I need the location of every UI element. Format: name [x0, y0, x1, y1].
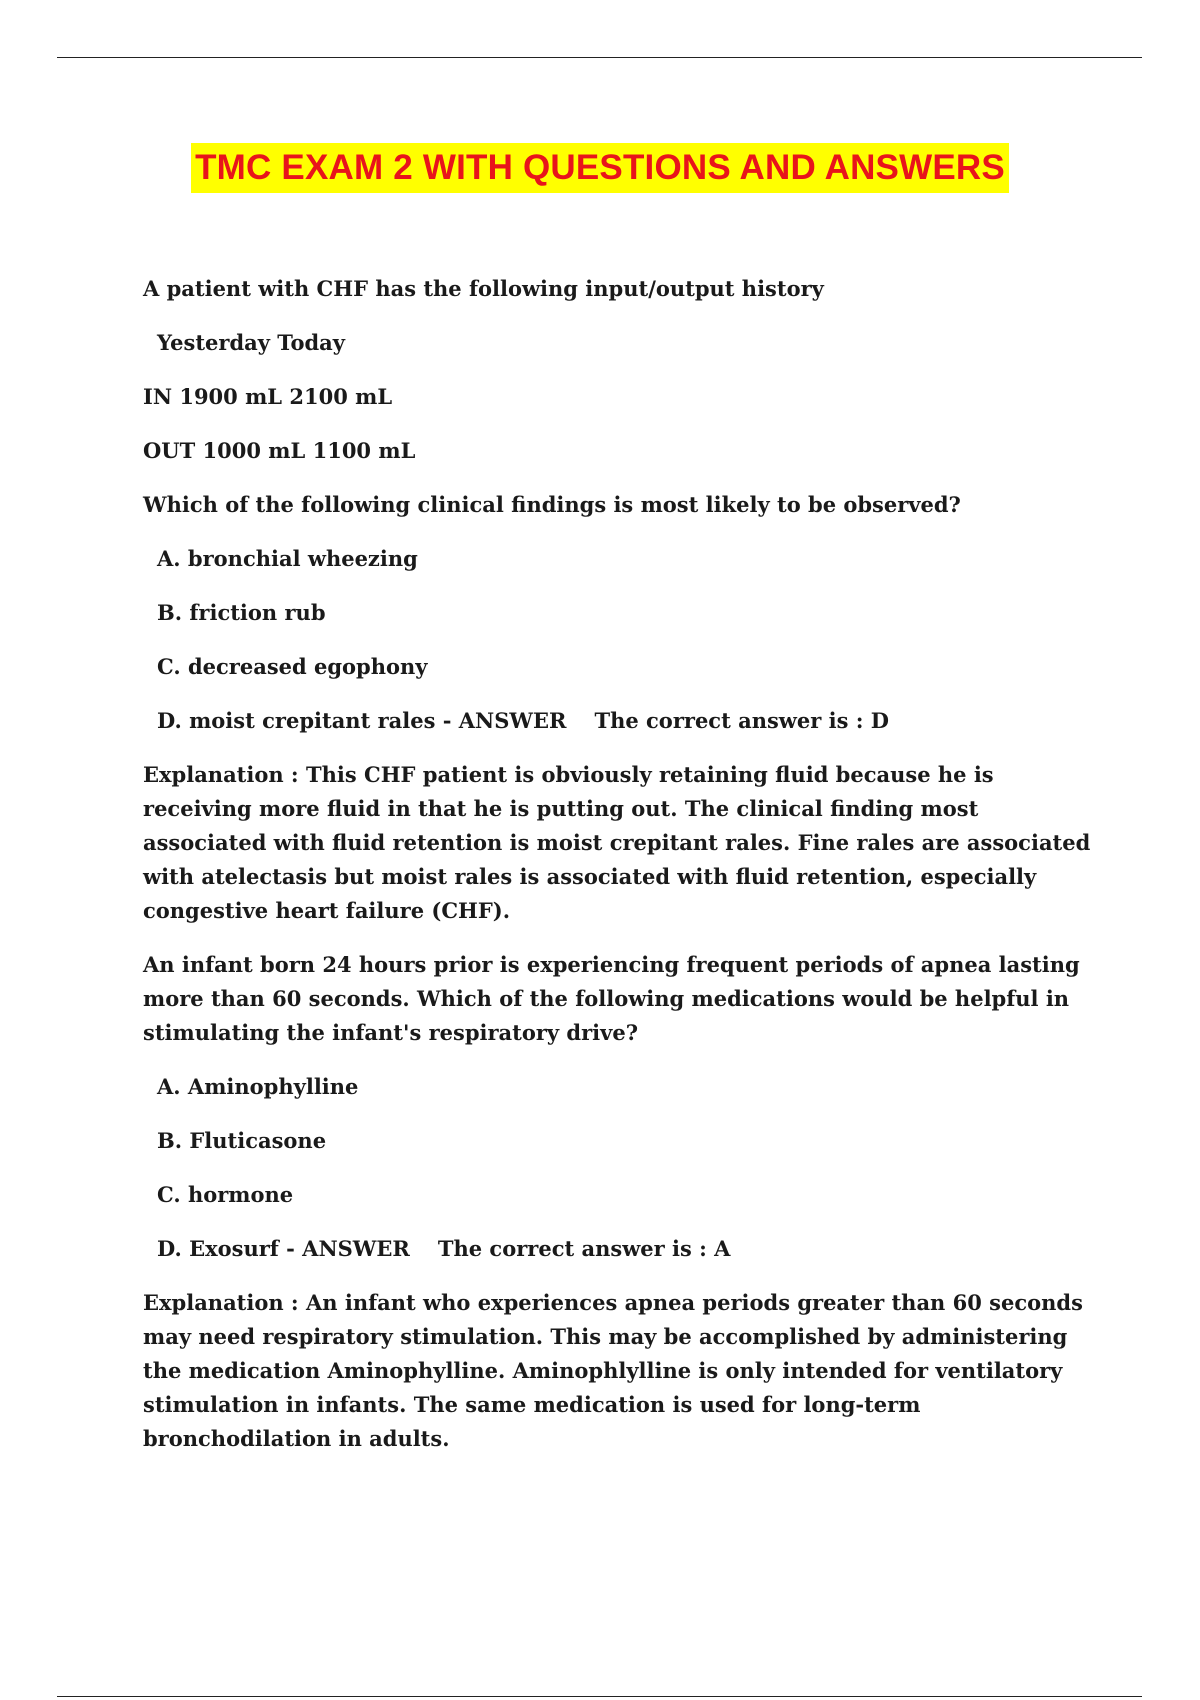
q2-question: An infant born 24 hours prior is experiencing frequent periods of apnea lasting more than 60 seconds. Which of the following medications would be helpful in stimulating the infant's respiratory drive? — [143, 952, 1080, 1045]
q1-correct-answer: The correct answer is : D — [594, 708, 889, 733]
document-title: TMC EXAM 2 WITH QUESTIONS AND ANSWERS — [191, 143, 1009, 193]
q1-table-header: Yesterday Today — [157, 330, 345, 355]
q1-option-a: A. bronchial wheezing — [157, 546, 418, 571]
title-container — [0, 143, 1200, 193]
q2-option-b: B. Fluticasone — [157, 1128, 327, 1153]
q1-question: Which of the following clinical findings is most likely to be observed? — [143, 492, 961, 517]
q1-stem: A patient with CHF has the following input/output history — [143, 276, 824, 301]
q2-correct-answer: The correct answer is : A — [437, 1236, 731, 1261]
q1-row-out: OUT 1000 mL 1100 mL — [143, 438, 416, 463]
q1-option-d-line — [143, 704, 1093, 738]
q2-explanation: Explanation : An infant who experiences apnea periods greater than 60 seconds may need respiratory stimulation. This may be accomplished by administering the medication Aminophylline. Aminophlylline is only intended for ventilatory stimulation in infants. The same medication is used for long-term bronchodilation in adults. — [143, 1290, 1083, 1451]
q1-option-b: B. friction rub — [157, 600, 326, 625]
bottom-rule — [57, 1696, 1142, 1697]
q1-explanation: Explanation : This CHF patient is obviously retaining fluid because he is receiving more fluid in that he is putting out. The clinical finding most associated with fluid retention is moist crepitant rales. Fine rales are associated with atelectasis but moist rales is associated with fluid retention, especially congestive heart failure (CHF). — [143, 762, 1091, 923]
q2-option-a: A. Aminophylline — [157, 1074, 359, 1099]
document-body — [143, 272, 1093, 1476]
q1-option-d: D. moist crepitant rales - ANSWER — [157, 708, 567, 733]
top-rule — [57, 57, 1142, 58]
q1-row-in: IN 1900 mL 2100 mL — [143, 384, 393, 409]
q2-option-c: C. hormone — [157, 1182, 294, 1207]
q2-option-d-line — [143, 1232, 1093, 1266]
q1-option-c: C. decreased egophony — [157, 654, 428, 679]
q2-option-d: D. Exosurf - ANSWER — [157, 1236, 410, 1261]
